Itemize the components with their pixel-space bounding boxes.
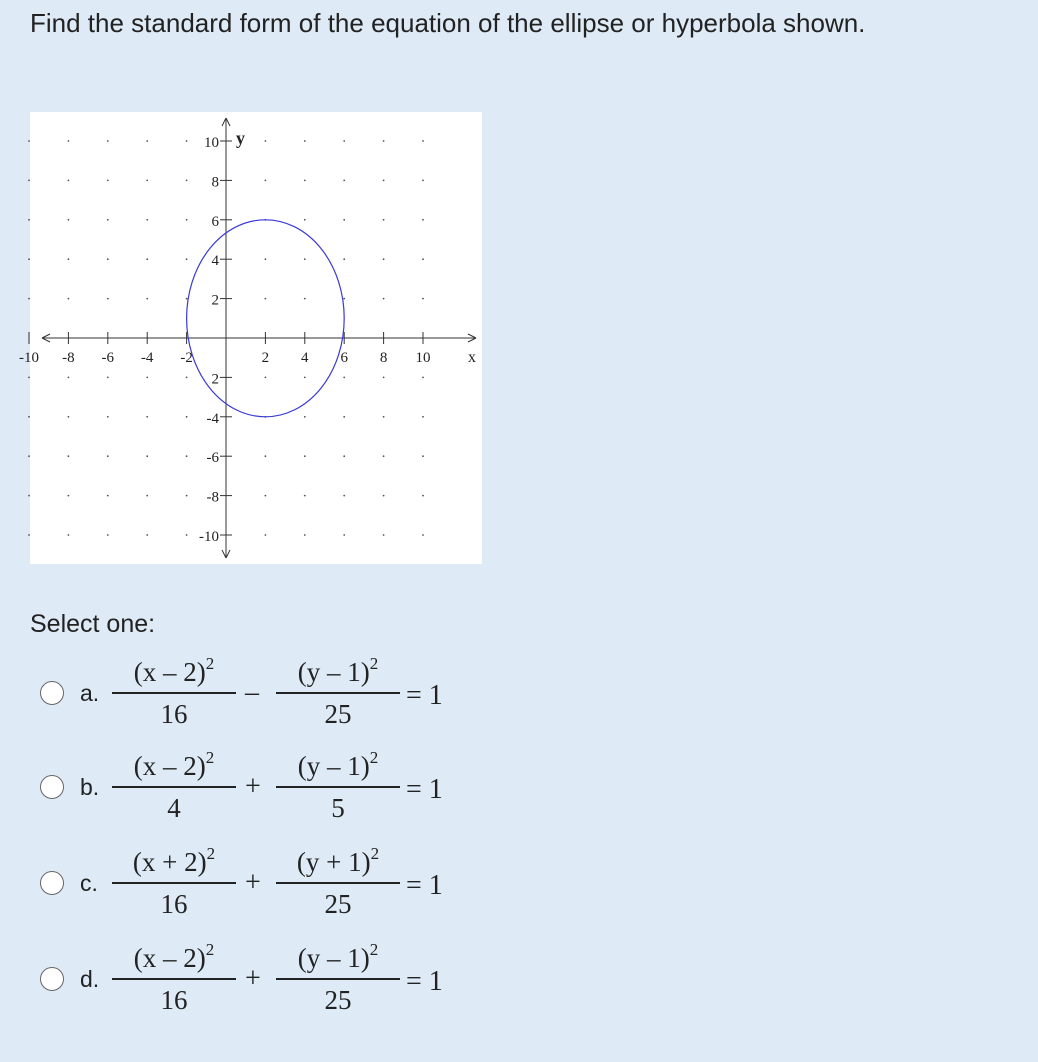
grid-dot [107, 455, 109, 457]
exponent: 2 [370, 844, 380, 863]
numerator-2: (y + 1) [296, 847, 371, 877]
grid-dot [107, 534, 109, 536]
exponent: 2 [205, 654, 215, 673]
x-tick-label: -8 [62, 350, 75, 366]
select-one-label: Select one: [30, 610, 156, 638]
grid-dot [186, 258, 188, 260]
grid-dot [383, 180, 385, 182]
fraction-bar [112, 978, 236, 980]
grid-dot [68, 534, 70, 536]
grid-dot [343, 219, 345, 221]
operator: + [245, 771, 261, 802]
operator: + [245, 867, 261, 898]
grid-dot [265, 377, 267, 379]
grid-dot [383, 416, 385, 418]
grid-dot [304, 377, 306, 379]
y-tick-label: -8 [206, 489, 219, 506]
grid-dot [186, 416, 188, 418]
grid-dot [28, 219, 30, 221]
denominator-1: 16 [160, 984, 188, 1015]
grid-dot [28, 140, 30, 142]
grid-dot [107, 140, 109, 142]
grid-dot [146, 219, 148, 221]
x-tick-label: 6 [340, 350, 348, 366]
operator: – [245, 677, 259, 708]
grid-dot [107, 219, 109, 221]
grid-dot [383, 258, 385, 260]
fraction-bar [276, 882, 400, 884]
numerator-2: (y – 1) [297, 657, 370, 687]
grid-dot [304, 534, 306, 536]
ellipse-curve [187, 220, 345, 417]
exponent: 2 [206, 844, 216, 863]
grid-dot [146, 298, 148, 300]
fraction-2 [276, 750, 400, 824]
graph-svg [19, 112, 482, 564]
grid-dot [68, 180, 70, 182]
grid-dot [107, 416, 109, 418]
equals-one: = 1 [406, 966, 443, 997]
grid-dot [343, 416, 345, 418]
grid-dot [383, 455, 385, 457]
denominator-2: 5 [331, 792, 345, 823]
operator: + [245, 963, 261, 994]
y-tick-label: 8 [211, 174, 219, 191]
grid-dot [68, 298, 70, 300]
grid-dot [383, 298, 385, 300]
x-tick-label: -4 [140, 350, 154, 366]
grid-dot [68, 219, 70, 221]
grid-dot [146, 534, 148, 536]
grid-dot [304, 258, 306, 260]
option-d[interactable] [40, 942, 540, 1032]
grid-dot [422, 455, 424, 457]
grid-dot [68, 495, 70, 497]
grid-dot [265, 298, 267, 300]
grid-dot [186, 495, 188, 497]
denominator-2: 25 [324, 984, 352, 1015]
grid-dot [304, 495, 306, 497]
grid-dot [68, 455, 70, 457]
option-letter: a. [80, 680, 100, 706]
grid-dot [265, 495, 267, 497]
grid-dot [422, 495, 424, 497]
fraction-bar [112, 786, 236, 788]
grid-dot [383, 495, 385, 497]
y-tick-label: 10 [204, 135, 219, 151]
y-axis-label: y [236, 128, 245, 148]
grid-dot [422, 534, 424, 536]
grid-dot [28, 377, 30, 379]
grid-dot [265, 455, 267, 457]
grid-dot [146, 495, 148, 497]
equals-one: = 1 [406, 870, 443, 901]
x-tick-label: 4 [301, 350, 309, 366]
option-b[interactable] [40, 750, 540, 840]
grid-dot [146, 455, 148, 457]
y-tick-label: -10 [199, 529, 219, 545]
grid-dot [107, 377, 109, 379]
fraction-bar [112, 692, 236, 694]
grid-dot [304, 180, 306, 182]
grid-dot [186, 298, 188, 300]
grid-dot [422, 377, 424, 379]
grid-dot [28, 455, 30, 457]
exponent: 2 [369, 654, 379, 673]
grid-dot [343, 258, 345, 260]
grid-dot [343, 534, 345, 536]
x-axis-label: x [468, 349, 476, 366]
grid-dot [28, 495, 30, 497]
x-tick-label: -2 [180, 350, 193, 366]
option-letter: c. [80, 870, 98, 896]
grid-dot [28, 298, 30, 300]
grid-dot [28, 180, 30, 182]
radio-button[interactable] [40, 967, 64, 991]
grid-dot [107, 258, 109, 260]
y-tick-label: -4 [206, 410, 219, 427]
grid-dot [343, 140, 345, 142]
grid-dot [265, 258, 267, 260]
numerator-1: (x – 2) [133, 657, 206, 687]
grid-dot [343, 377, 345, 379]
fraction-2 [276, 846, 400, 920]
grid-dot [186, 219, 188, 221]
grid-dot [146, 140, 148, 142]
grid-dot [28, 416, 30, 418]
option-letter: d. [80, 966, 100, 992]
numerator-2: (y – 1) [297, 943, 370, 973]
option-c[interactable] [40, 846, 540, 936]
grid-dot [343, 180, 345, 182]
y-tick-label: 4 [211, 253, 219, 270]
grid-dot [107, 495, 109, 497]
grid-dot [304, 455, 306, 457]
fraction-bar [276, 692, 400, 694]
x-tick-label: -6 [101, 350, 115, 366]
fraction-bar [112, 882, 236, 884]
grid-dot [107, 180, 109, 182]
fraction-1 [112, 942, 236, 1016]
grid-dot [383, 140, 385, 142]
exponent: 2 [205, 940, 215, 959]
grid-dot [265, 180, 267, 182]
grid-dot [186, 455, 188, 457]
exponent: 2 [205, 748, 215, 767]
grid-dot [68, 416, 70, 418]
grid-dot [265, 140, 267, 142]
grid-dot [422, 219, 424, 221]
grid-dot [383, 219, 385, 221]
grid-dot [186, 534, 188, 536]
y-tick-label: -6 [206, 450, 219, 467]
fraction-2 [276, 942, 400, 1016]
numerator-2: (y – 1) [297, 751, 370, 781]
exponent: 2 [369, 748, 379, 767]
grid-dot [68, 140, 70, 142]
fraction-1 [112, 750, 236, 824]
fraction-1 [112, 656, 236, 730]
x-tick-label: -10 [19, 350, 39, 366]
question-text: Find the standard form of the equation of the ellipse or hyperbola shown. [30, 8, 866, 38]
grid-dot [304, 219, 306, 221]
option-a[interactable] [40, 656, 540, 746]
ellipse-graph [19, 112, 482, 564]
grid-dot [422, 140, 424, 142]
grid-dot [28, 534, 30, 536]
grid-dot [422, 180, 424, 182]
x-tick-label: 8 [379, 350, 388, 366]
fraction-1 [112, 846, 236, 920]
equals-one: = 1 [406, 680, 443, 711]
denominator-1: 16 [160, 698, 188, 729]
exponent: 2 [369, 940, 379, 959]
grid-dot [383, 534, 385, 536]
fraction-bar [276, 978, 400, 980]
grid-dot [146, 377, 148, 379]
grid-dot [343, 455, 345, 457]
grid-dot [186, 377, 188, 379]
grid-dot [28, 258, 30, 260]
radio-button[interactable] [40, 681, 64, 705]
grid-dot [146, 180, 148, 182]
grid-dot [422, 416, 424, 418]
grid-dot [146, 258, 148, 260]
x-tick-label: 10 [415, 350, 431, 366]
grid-dot [304, 140, 306, 142]
grid-dot [422, 298, 424, 300]
grid-dot [304, 416, 306, 418]
y-tick-label: 6 [211, 213, 219, 230]
grid-dot [146, 416, 148, 418]
grid-dot [68, 258, 70, 260]
denominator-2: 25 [324, 698, 352, 729]
fraction-2 [276, 656, 400, 730]
grid-dot [304, 298, 306, 300]
option-letter: b. [80, 774, 100, 800]
numerator-1: (x – 2) [133, 751, 206, 781]
grid-dot [265, 534, 267, 536]
grid-dot [107, 298, 109, 300]
numerator-1: (x + 2) [132, 847, 207, 877]
grid-dot [186, 140, 188, 142]
grid-dot [343, 298, 345, 300]
grid-dot [186, 180, 188, 182]
x-tick-label: 2 [261, 350, 270, 366]
equals-one: = 1 [406, 774, 443, 805]
grid-dot [422, 258, 424, 260]
y-tick-label: 2 [211, 371, 219, 388]
denominator-1: 4 [167, 792, 181, 823]
denominator-1: 16 [160, 888, 188, 919]
grid-dot [343, 495, 345, 497]
fraction-bar [276, 786, 400, 788]
radio-button[interactable] [40, 871, 64, 895]
grid-dot [383, 377, 385, 379]
y-tick-label: 2 [211, 292, 219, 309]
numerator-1: (x – 2) [133, 943, 206, 973]
radio-button[interactable] [40, 775, 64, 799]
denominator-2: 25 [324, 888, 352, 919]
grid-dot [68, 377, 70, 379]
